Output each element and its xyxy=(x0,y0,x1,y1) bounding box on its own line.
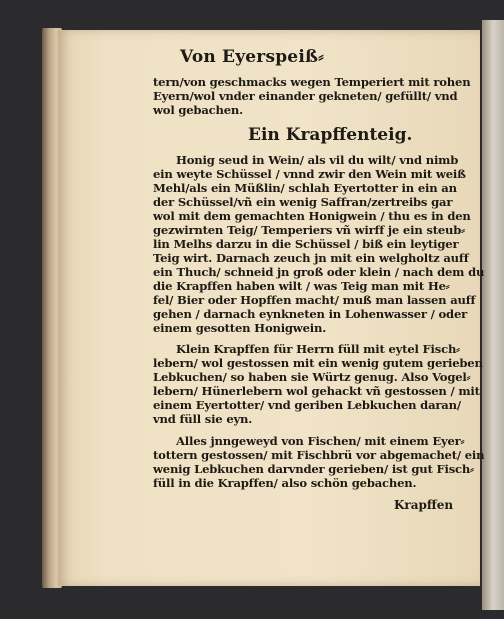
paragraph2-line: einem Eyertotter/ vnd geriben Lebkuchen daran/ xyxy=(153,398,461,412)
paragraph1-line: fel/ Bier oder Hopffen macht/ muß man lassen auff xyxy=(153,293,476,307)
paragraph1-line: Honig seud in Wein/ als vil du wilt/ vnd nimb xyxy=(176,153,459,167)
paragraph3-line: tottern gestossen/ mit Fischbrü vor abgemachet/ ein xyxy=(153,448,485,462)
paragraph3-line: Alles jnngeweyd von Fischen/ mit einem Eyer⸗ xyxy=(176,434,465,448)
paragraph1-line: gezwirnten Teig/ Temperiers vñ wirff je ein steub⸗ xyxy=(153,223,465,237)
paragraph1-line: der Schüssel/vñ ein wenig Saffran/zertreibs gar xyxy=(153,195,453,209)
intro-line: wol gebachen. xyxy=(153,103,243,117)
paragraph2-line: Klein Krapffen für Herrn füll mit eytel Fisch⸗ xyxy=(176,342,460,356)
paragraph2-line: Lebkuchen/ so haben sie Würtz genug. Also Vogel⸗ xyxy=(153,370,471,384)
paragraph1-line: Teig wirt. Darnach zeuch jn mit ein welgholtz auff xyxy=(153,251,469,265)
paragraph1-line: die Krapffen haben wilt / was Teig man mit He⸗ xyxy=(153,279,450,293)
paragraph2-line: vnd füll sie eyn. xyxy=(153,412,253,426)
paragraph3-line: füll in die Krapffen/ also schön gebachen. xyxy=(153,476,417,490)
paragraph2-line: lebern/ wol gestossen mit ein wenig gutem gerieben xyxy=(153,356,483,370)
paragraph1-line: gehen / darnach eynkneten in Lohenwasser / oder xyxy=(153,307,468,321)
catchword: Krapffen xyxy=(394,498,454,512)
section-heading: Ein Krapffenteig. xyxy=(248,125,413,145)
paragraph1-line: einem gesotten Honigwein. xyxy=(153,321,327,335)
paragraph1-line: lin Melhs darzu in die Schüssel / biß ein leytiger xyxy=(153,237,459,251)
paragraph2-line: lebern/ Hünerlebern wol gehackt vñ gestossen / mit xyxy=(153,384,480,398)
paragraph1-line: ein weyte Schüssel / vnnd zwir den Wein mit weiß xyxy=(153,167,466,181)
paragraph1-line: wol mit dem gemachten Honigwein / thu es in den xyxy=(153,209,471,223)
paragraph3-line: wenig Lebkuchen darvnder gerieben/ ist gut Fisch⸗ xyxy=(153,462,474,476)
running-head: Von Eyerspeiß⸗ xyxy=(180,47,324,67)
paragraph1-line: ein Thuch/ schneid jn groß oder klein / nach dem du xyxy=(153,265,485,279)
intro-line: Eyern/wol vnder einander gekneten/ gefüllt/ vnd xyxy=(153,89,458,103)
paragraph1-line: Mehl/als ein Müßlin/ schlah Eyertotter in ein an xyxy=(153,181,457,195)
intro-line: tern/von geschmacks wegen Temperiert mit rohen xyxy=(153,75,471,89)
